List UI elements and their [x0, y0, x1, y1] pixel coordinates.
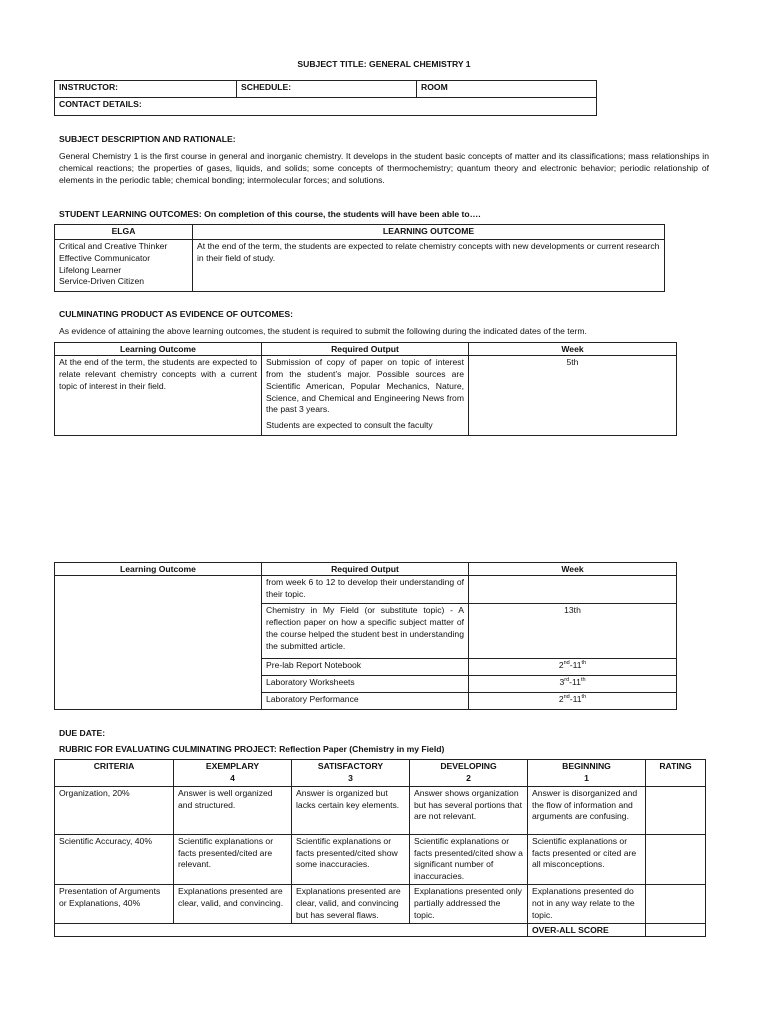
rubric-beginning-cell: Explanations presented do not in any way relate to the topic. — [528, 885, 646, 924]
rubric-criteria-cell: Presentation of Arguments or Explanations, 40% — [55, 885, 174, 924]
slo-table — [54, 224, 665, 292]
contact-details-label: CONTACT DETAILS: — [55, 98, 597, 116]
instructor-label: INSTRUCTOR: — [55, 81, 237, 98]
prelab-week: 2nd-11th — [469, 659, 677, 676]
subject-title: SUBJECT TITLE: GENERAL CHEMISTRY 1 — [297, 59, 471, 69]
room-label: ROOM — [417, 81, 597, 98]
developing-header: DEVELOPING 2 — [410, 760, 528, 787]
culminating-table — [54, 342, 677, 436]
culminating-outcome-cell: At the end of the term, the students are expected to relate relevant chemistry concepts with a current topic of interest in their field. — [55, 356, 262, 436]
worksheets-output: Laboratory Worksheets — [262, 676, 469, 693]
output-col-header: Required Output — [262, 563, 469, 576]
overall-score-label: OVER-ALL SCORE — [528, 923, 646, 936]
outcome-col-header: Learning Outcome — [55, 343, 262, 356]
rubric-satisfactory-cell: Explanations presented are clear, valid, and convincing but has several flaws. — [292, 885, 410, 924]
elga-header: ELGA — [55, 225, 193, 240]
rubric-rating-cell — [646, 885, 706, 924]
culminating-table-continued — [54, 562, 677, 710]
rubric-criteria-cell: Scientific Accuracy, 40% — [55, 834, 174, 884]
overall-score-value — [646, 923, 706, 936]
worksheets-week: 3rd-11th — [469, 676, 677, 693]
criteria-header: CRITERIA — [55, 760, 174, 787]
week-empty-cell — [469, 576, 677, 604]
elga-item: Service-Driven Citizen — [59, 276, 145, 287]
prelab-output: Pre-lab Report Notebook — [262, 659, 469, 676]
reflection-paper-output: Chemistry in My Field (or substitute topic) - A reflection paper on how a specific subject matter of the course helped the student best in understanding the submitted article. — [262, 604, 469, 659]
culminating-output-continued: Students are expected to consult the faculty — [266, 420, 433, 431]
rubric-rating-cell — [646, 834, 706, 884]
beginning-header: BEGINNING 1 — [528, 760, 646, 787]
satisfactory-header: SATISFACTORY 3 — [292, 760, 410, 787]
rubric-developing-cell: Answer shows organization but has several portions that are not relevant. — [410, 786, 528, 834]
culminating-heading: CULMINATING PRODUCT AS EVIDENCE OF OUTCOMES: — [59, 309, 293, 319]
description-body: General Chemistry 1 is the first course in general and inorganic chemistry. It develops in the student basic concepts of matter and its classifications; mass relationships in chemical reactions; the properties of gases, liquids, and solids; some concepts of thermochemistry; quantum theory and electronic behavior; periodic relationship of elements in the periodic table; chemical bonding; intermolecular forces; and solutions. — [59, 151, 709, 185]
rubric-rating-cell — [646, 786, 706, 834]
rubric-exemplary-cell: Answer is well organized and structured. — [174, 786, 292, 834]
rubric-exemplary-cell: Explanations presented are clear, valid, and convincing. — [174, 885, 292, 924]
due-date-label: DUE DATE: — [59, 728, 106, 738]
rubric-table — [54, 759, 706, 937]
output-col-header: Required Output — [262, 343, 469, 356]
week-col-header: Week — [469, 563, 677, 576]
exemplary-header: EXEMPLARY 4 — [174, 760, 292, 787]
rubric-satisfactory-cell: Scientific explanations or facts presented/cited show some inaccuracies. — [292, 834, 410, 884]
rubric-beginning-cell: Answer is disorganized and the flow of information and arguments are confusing. — [528, 786, 646, 834]
elga-list — [55, 239, 193, 291]
slo-heading: STUDENT LEARNING OUTCOMES: On completion of this course, the students will have been able to…. — [59, 209, 481, 219]
rubric-exemplary-cell: Scientific explanations or facts presented/cited are relevant. — [174, 834, 292, 884]
rubric-developing-cell: Explanations presented only partially addressed the topic. — [410, 885, 528, 924]
reflection-paper-week: 13th — [469, 604, 677, 659]
elga-item: Effective Communicator — [59, 252, 151, 263]
lab-performance-week: 2nd-11th — [469, 693, 677, 710]
output-continued-text: from week 6 to 12 to develop their understanding of their topic. — [262, 576, 469, 604]
culminating-output-text: Submission of copy of paper on topic of interest from the student’s major. Possible sources are Scientific American, Popular Mechanics, Nature, Science, and Chemical and Engineering News from the past 3 years. — [266, 357, 464, 415]
header-table — [54, 80, 597, 116]
rubric-heading: RUBRIC FOR EVALUATING CULMINATING PROJECT: Reflection Paper (Chemistry in my Field) — [59, 744, 445, 754]
culminating-output-cell — [262, 356, 469, 436]
description-heading: SUBJECT DESCRIPTION AND RATIONALE: — [59, 134, 236, 144]
learning-outcome-header: LEARNING OUTCOME — [193, 225, 665, 240]
overall-spacer-cell — [55, 923, 528, 936]
rubric-criteria-cell: Organization, 20% — [55, 786, 174, 834]
rubric-satisfactory-cell: Answer is organized but lacks certain key elements. — [292, 786, 410, 834]
outcome-continued-cell — [55, 576, 262, 710]
culminating-week-cell: 5th — [469, 356, 677, 436]
rating-header: RATING — [646, 760, 706, 787]
rubric-beginning-cell: Scientific explanations or facts presented or cited are all misconceptions. — [528, 834, 646, 884]
week-col-header: Week — [469, 343, 677, 356]
elga-item: Critical and Creative Thinker — [59, 240, 168, 251]
culminating-intro: As evidence of attaining the above learning outcomes, the student is required to submit the following during the indicated dates of the term. — [59, 326, 587, 336]
lab-performance-output: Laboratory Performance — [262, 693, 469, 710]
rubric-developing-cell: Scientific explanations or facts presented/cited show a significant number of inaccuracies. — [410, 834, 528, 884]
learning-outcome-text: At the end of the term, the students are expected to relate chemistry concepts with new developments or current research in their field of study. — [193, 239, 665, 291]
outcome-col-header: Learning Outcome — [55, 563, 262, 576]
schedule-label: SCHEDULE: — [237, 81, 417, 98]
elga-item: Lifelong Learner — [59, 264, 122, 275]
